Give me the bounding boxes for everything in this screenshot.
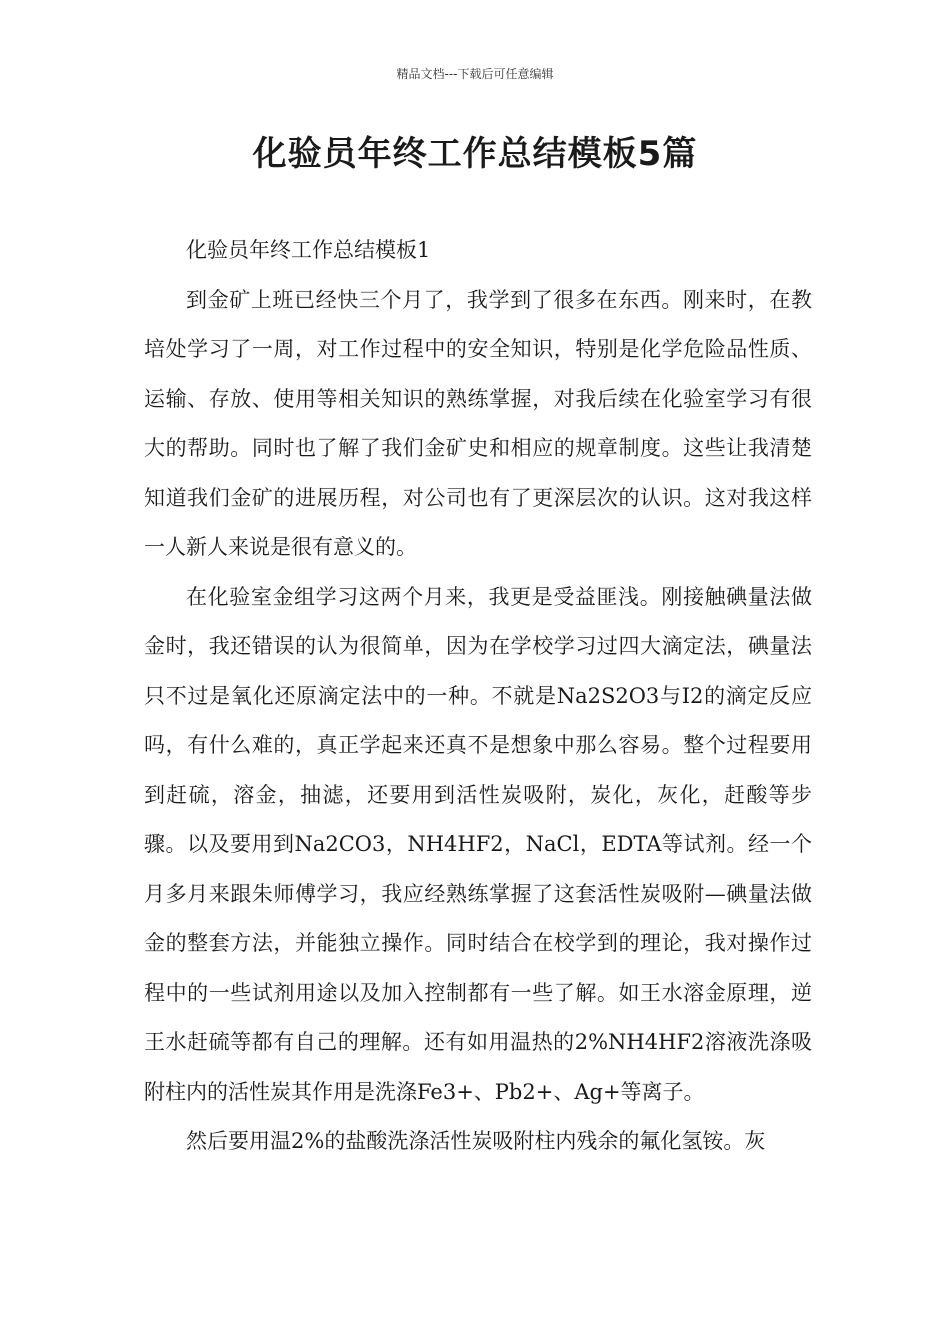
section-heading: 化验员年终工作总结模板1 xyxy=(186,238,431,262)
header-note: 精品文档---下载后可任意编辑 xyxy=(396,67,554,81)
paragraph-2: 在化验室金组学习这两个月来，我更是受益匪浅。刚接触碘量法做金时，我还错误的认为很简单，因为在学校学习过四大滴定法，碘量法只不过是氧化还原滴定法中的一种。不就是Na2S2O3与I2的滴定反应吗，有什么难的，真正学起来还真不是想象中那么容易。整个过程要用到赶硫，溶金，抽滤，还要用到活性炭吸附，炭化，灰化，赶酸等步骤。以及要用到Na2CO3，NH4HF2，NaCl，EDTA等试剂。经一个月多月来跟朱师傅学习，我应经熟练掌握了这套活性炭吸附—碘量法做金的整套方法，并能独立操作。同时结合在校学到的理论，我对操作过程中的一些试剂用途以及加入控制都有一些了解。如王水溶金原理，逆王水赶硫等都有自己的理解。还有如用温热的2%NH4HF2溶液洗涤吸附柱内的活性炭其作用是洗涤Fe3+、Pb2+、Ag+等离子。 xyxy=(144,584,812,1104)
document-title: 化验员年终工作总结模板5篇 xyxy=(252,134,698,174)
paragraph-1: 到金矿上班已经快三个月了，我学到了很多在东西。刚来时，在教培处学习了一周，对工作过程中的安全知识，特别是化学危险品性质、运输、存放、使用等相关知识的熟练掌握，对我后续在化验室学习有很大的帮助。同时也了解了我们金矿史和相应的规章制度。这些让我清楚知道我们金矿的进展历程，对公司也有了更深层次的认识。这对我这样一人新人来说是很有意义的。 xyxy=(144,287,812,559)
document-body xyxy=(144,226,812,1167)
paragraph-3: 然后要用温2%的盐酸洗涤活性炭吸附柱内残余的氟化氢铵。灰 xyxy=(186,1129,766,1153)
